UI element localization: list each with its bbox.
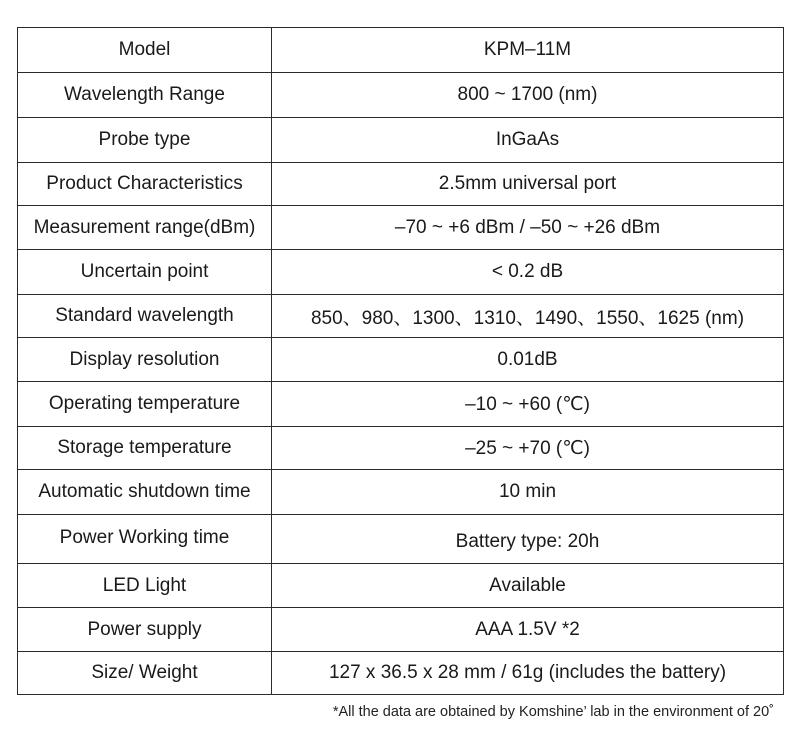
spec-row-power-supply (18, 608, 784, 652)
spec-label: LED Light (18, 564, 272, 608)
spec-row-size-weight (18, 652, 784, 695)
spec-value: KPM–11M (272, 28, 784, 73)
spec-value: Battery type: 20h (272, 515, 784, 564)
spec-label: Wavelength Range (18, 73, 272, 118)
spec-label: Power Working time (18, 515, 272, 564)
spec-row-display-resolution (18, 338, 784, 382)
spec-row-automatic-shutdown (18, 470, 784, 515)
spec-row-wavelength-range (18, 73, 784, 118)
spec-value: –70 ~ +6 dBm / –50 ~ +26 dBm (272, 206, 784, 250)
spec-value: 10 min (272, 470, 784, 515)
spec-label: Probe type (18, 118, 272, 163)
spec-label: Uncertain point (18, 250, 272, 295)
spec-label: Model (18, 28, 272, 73)
spec-label: Measurement range(dBm) (18, 206, 272, 250)
spec-label: Automatic shutdown time (18, 470, 272, 515)
footnote: *All the data are obtained by Komshine’ lab in the environment of 20˚ (332, 704, 774, 720)
spec-row-power-working-time (18, 515, 784, 564)
spec-row-probe-type (18, 118, 784, 163)
spec-row-product-characteristics (18, 163, 784, 206)
spec-label: Operating temperature (18, 382, 272, 427)
spec-row-led-light (18, 564, 784, 608)
spec-value: 850、980、1300、1310、1490、1550、1625 (nm) (272, 295, 784, 338)
spec-value: –10 ~ +60 (℃) (272, 382, 784, 427)
spec-table (17, 27, 784, 695)
spec-value: –25 ~ +70 (℃) (272, 427, 784, 470)
spec-value: 800 ~ 1700 (nm) (272, 73, 784, 118)
spec-label: Storage temperature (18, 427, 272, 470)
spec-value: 127 x 36.5 x 28 mm / 61g (includes the battery) (272, 652, 784, 695)
spec-row-standard-wavelength (18, 295, 784, 338)
spec-row-uncertain-point (18, 250, 784, 295)
spec-value: InGaAs (272, 118, 784, 163)
spec-row-operating-temperature (18, 382, 784, 427)
spec-row-storage-temperature (18, 427, 784, 470)
spec-value: 0.01dB (272, 338, 784, 382)
spec-row-measurement-range (18, 206, 784, 250)
spec-label: Product Characteristics (18, 163, 272, 206)
spec-value: 2.5mm universal port (272, 163, 784, 206)
spec-value: AAA 1.5V *2 (272, 608, 784, 652)
spec-label: Size/ Weight (18, 652, 272, 695)
spec-row-model (18, 28, 784, 73)
spec-label: Display resolution (18, 338, 272, 382)
spec-label: Standard wavelength (18, 295, 272, 338)
spec-label: Power supply (18, 608, 272, 652)
spec-value: Available (272, 564, 784, 608)
spec-value: < 0.2 dB (272, 250, 784, 295)
